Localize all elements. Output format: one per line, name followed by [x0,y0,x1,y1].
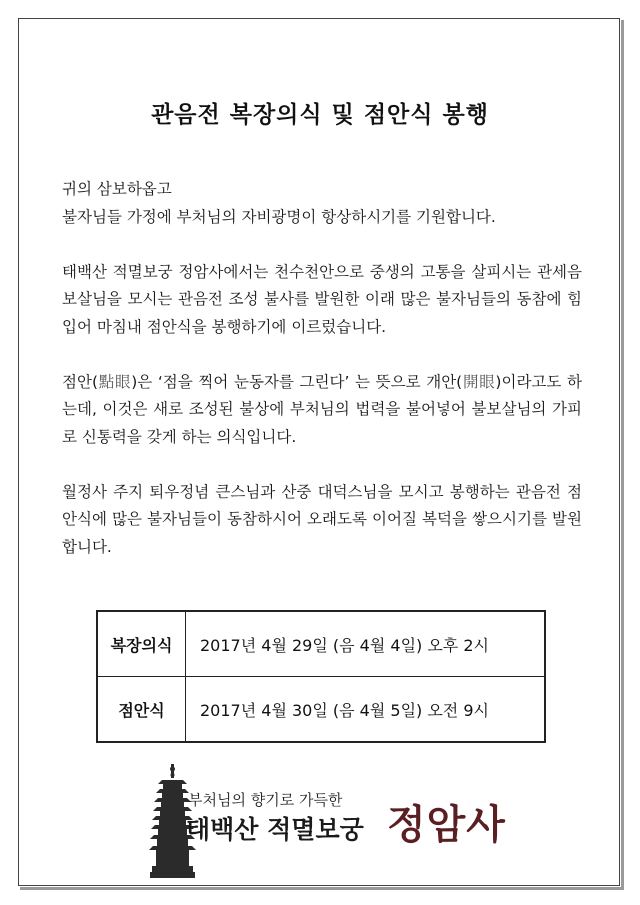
intro-paragraph: 태백산 적멸보궁 정암사에서는 천수천안으로 중생의 고통을 살피시는 관세음보살님을 모시는 관음전 조성 불사를 발원한 이래 많은 불자님들의 동참에 힘입어 마침내 점안식을 봉행하기에 이르렀습니다. [62,262,582,336]
greeting-paragraph [62,176,582,231]
footer-tagline: 부처님의 향기로 가득한 [188,791,343,809]
schedule-label: 점안식 [97,677,186,743]
greeting-line-2: 불자님들 가정에 부처님의 자비광명이 항상하시기를 기원합니다. [62,207,496,226]
definition-suffix: )이라고도 하는데, 이것은 새로 조성된 불상에 부처님의 법력을 불어넣어 불보살님의 가피로 신통력을 갖게 하는 의식입니다. [62,372,582,446]
page-shadow-right [621,20,624,888]
temple-location-name: 태백산 적멸보궁 [186,815,364,844]
hanja-term-2: 開眼 [462,372,496,391]
page-shadow-bottom [20,887,624,890]
schedule-table [96,610,546,743]
invitation-paragraph: 월정사 주지 퇴우정념 큰스님과 산중 대덕스님을 모시고 봉행하는 관음전 점안식에 많은 불자님들이 동참하시어 오래도록 이어질 복덕을 쌓으시기를 발원합니다. [62,482,582,556]
document-title: 관음전 복장의식 및 점안식 봉행 [151,102,489,128]
definition-prefix: 점안( [62,372,98,391]
table-row [97,677,545,743]
hanja-term-1: 點眼 [98,372,132,391]
greeting-line-1: 귀의 삼보하옵고 [62,180,172,198]
schedule-datetime: 2017년 4월 30일 (음 4월 5일) 오전 9시 [186,677,546,743]
schedule-datetime: 2017년 4월 29일 (음 4월 4일) 오후 2시 [186,611,546,677]
temple-name: 정암사 [387,802,506,848]
definition-paragraph [62,369,582,452]
schedule-label: 복장의식 [97,611,186,677]
definition-middle: )은 ‘점을 찍어 눈동자를 그린다’ 는 뜻으로 개안( [131,372,463,391]
table-row [97,611,545,677]
document-body [62,176,582,589]
